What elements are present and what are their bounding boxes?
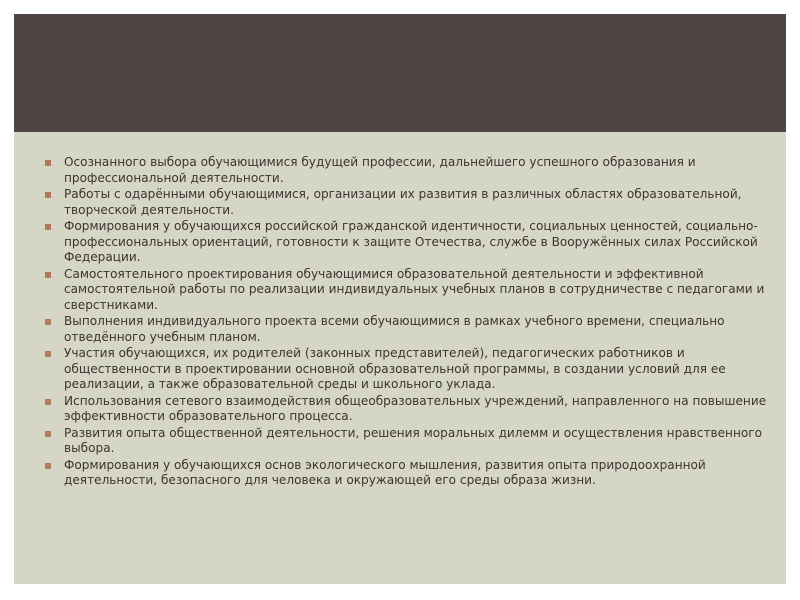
square-bullet-icon [45,463,51,469]
bullet-text: Самостоятельного проектирования обучающимися образовательной деятельности и эффективной самостоятельной работы по реализации индивидуальных учебных планов в сотрудничестве с педагогами и сверстниками. [64,266,765,312]
bullet-item [44,346,774,393]
bullet-text: Использования сетевого взаимодействия общеобразовательных учреждений, направленного на повышение эффективности образовательного процесса. [64,393,767,423]
bullet-item [44,155,774,186]
square-bullet-icon [45,192,51,198]
bullet-item [44,426,774,457]
slide-content [44,155,774,490]
bullet-item [44,219,774,266]
square-bullet-icon [45,160,51,166]
bullet-item [44,314,774,345]
square-bullet-icon [45,319,51,325]
bullet-item [44,267,774,314]
bullet-text: Развития опыта общественной деятельности, решения моральных дилемм и осуществления нравственного выбора. [64,425,763,455]
square-bullet-icon [45,224,51,230]
bullet-text: Формирования у обучающихся основ экологического мышления, развития опыта природоохранной деятельности, безопасного для человека и окружающей его среды образа жизни. [64,457,706,487]
bullet-text: Осознанного выбора обучающимися будущей профессии, дальнейшего успешного образования и профессиональной деятельности. [64,155,696,185]
bullet-list [44,155,774,489]
square-bullet-icon [45,399,51,405]
bullet-item [44,458,774,489]
square-bullet-icon [45,272,51,278]
square-bullet-icon [45,431,51,437]
slide [14,14,786,584]
bullet-text: Формирования у обучающихся российской гражданской идентичности, социальных ценностей, социально-профессиональных ориентаций, готовности к защите Отечества, службе в Вооружённых силах Российской Федерации. [64,219,758,264]
bullet-item [44,187,774,218]
bullet-text: Участия обучающихся, их родителей (законных представителей), педагогических работников и общественности в проектировании основной образовательной программы, в создании условий для ее реализации, а также образовательной среды и школьного уклада. [64,346,726,391]
bullet-text: Работы с одарёнными обучающимися, организации их развития в различных областях образовательной, творческой деятельности. [64,187,742,217]
slide-header-band [14,14,786,132]
square-bullet-icon [45,351,51,357]
bullet-item [44,394,774,425]
bullet-text: Выполнения индивидуального проекта всеми обучающимися в рамках учебного времени, специально отведённого учебным планом. [64,314,725,344]
